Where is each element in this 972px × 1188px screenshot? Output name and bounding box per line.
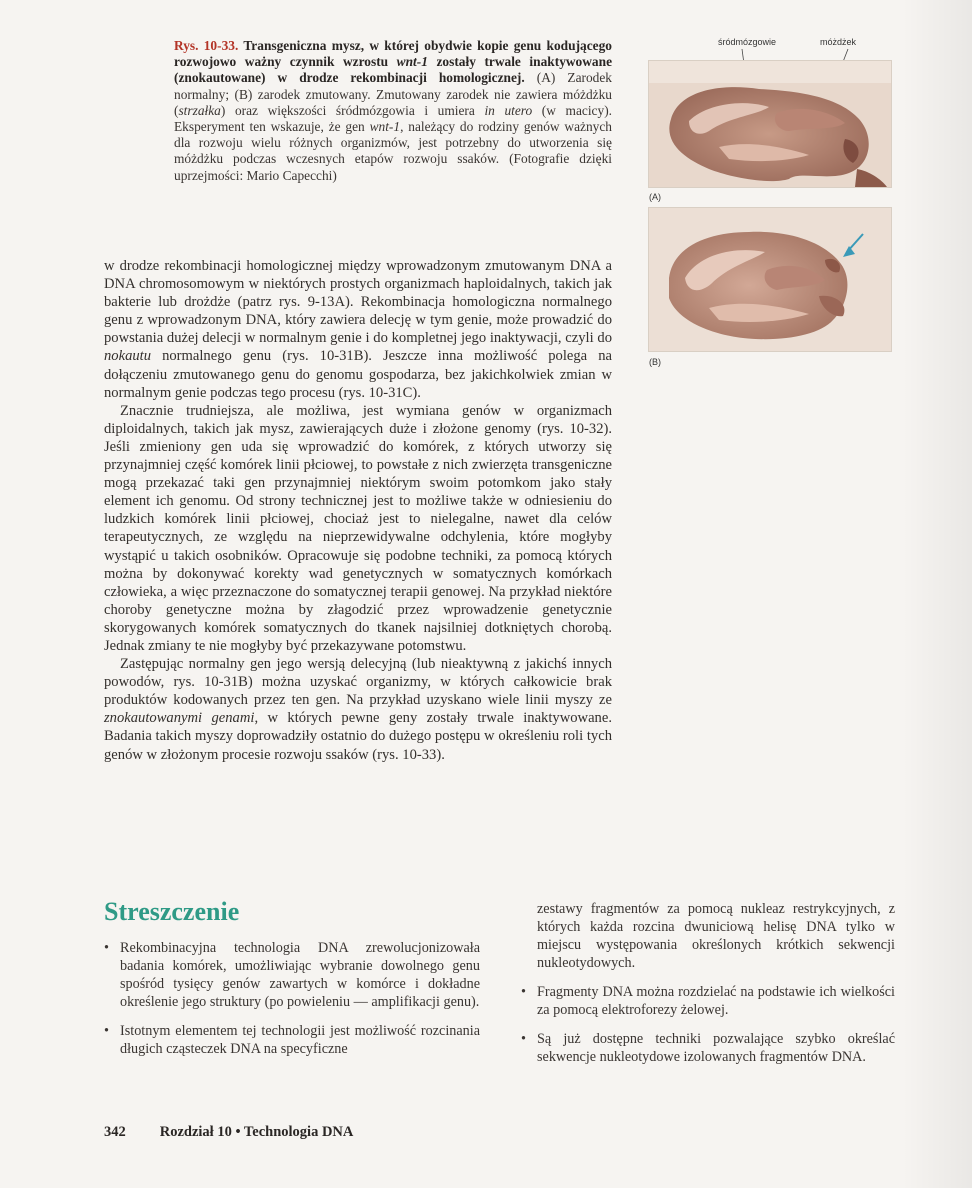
summary-left-column (104, 939, 480, 1069)
summary-item-continuation: zestawy fragmentów za pomocą nukleaz restrykcyjnych, z których każda rozcina dwuniciową helisę DNA tylko w miejscu występowania określonych krótkich sekwencji nukleotydowych. (537, 901, 895, 971)
chapter-label: Rozdział 10 (159, 1124, 232, 1140)
page-footer (104, 1124, 353, 1141)
chapter-title: Technologia DNA (243, 1124, 354, 1140)
panel-b-image (648, 207, 892, 352)
term-knockout: nokautu (104, 348, 152, 365)
paragraph-3: Zastępując normalny gen jego wersją delecyjną (lub nieaktywną z jakichś innych powodów, rys. 10-31B) można uzyskać organizmy, w których całkowicie brak produktów kodowanych przez ten gen. Na przykład uzyskano wiele linii myszy ze znokautowanymi genami, w których pewne geny zostały trwale inaktywowane. Badania takich myszy doprowadziły ostatnio do dużego postępu w określeniu roli tych genów w złożonym procesie rozwoju ssaków (rys. 10-33). (104, 656, 612, 763)
caption-text: (A) Zarodek normalny; (B) zarodek zmutowany. Zmutowany zarodek nie zawiera móżdżku ( (174, 70, 612, 118)
summary-item: • Są już dostępne techniki pozwalające szybko określać sekwencje nukleotydowe izolowanych fragmentów DNA. (521, 1031, 895, 1065)
caption-in-utero: in utero (484, 102, 533, 118)
panel-a-label: (A) (649, 192, 661, 202)
summary-title: Streszczenie (104, 897, 240, 926)
mutant-embryo-section (649, 208, 891, 351)
figure-caption: Rys. 10-33. Transgeniczna mysz, w której obydwie kopie genu kodującego rozwojowo ważny czynnik wzrostu wnt-1 zostały trwale inaktywowane (znokautowane) w drodze rekombinacji homologicznej. (A) Zarodek normalny; (B) zarodek zmutowany. Zmutowany zarodek nie zawiera móżdżku (strzałka) oraz większości śródmózgowia i umiera in utero (w macicy). Eksperyment ten wskazuje, że gen wnt-1, należący do rodziny genów ważnych dla rozwoju wielu różnych organizmów, jest potrzebny do utworzenia się móżdżku podczas wczesnych etapów rozwoju ssaków. (Fotografie dzięki uprzejmości: Mario Capecchi) (174, 38, 613, 183)
body-text (104, 257, 612, 764)
label-midbrain: śródmózgowie (718, 37, 777, 47)
caption-arrow-word: strzałka (178, 102, 221, 118)
footer-separator: • (235, 1124, 241, 1140)
figure-number: Rys. 10-33. (174, 38, 239, 53)
caption-gene: wnt-1 (369, 119, 401, 135)
panel-b-label: (B) (649, 357, 661, 367)
caption-title: Transgeniczna mysz, w której obydwie kopie genu kodującego rozwojowo ważny czynnik wzrostu wnt-1 zostały trwale inaktywowane (znokautowane) w drodze rekombinacji homologicznej. (174, 38, 613, 86)
paragraph-1: w drodze rekombinacji homologicznej między wprowadzonym zmutowanym DNA a DNA chromosomowym w niektórych prostych organizmach haploidalnych, takich jak bakterie lub drożdże (patrz rys. 9-13A). Rekombinacja homologiczna normalnego genu z wprowadzonym DNA, który zawiera delecję w tym genie, może prowadzić do powstania dużej delecji w normalnym genie i do kompletnej jego inaktywacji, czyli do nokautu normalnego genu (rys. 10-31B). Jeszcze inna możliwość polega na dołączeniu zmutowanego genu do genomu gospodarza, bez jakichkolwiek zmian w normalnym genie podczas tego procesu (rys. 10-31C). (104, 258, 612, 401)
paragraph-2: Znacznie trudniejsza, ale możliwa, jest wymiana genów w organizmach diploidalnych, takich jak mysz, zawierających duże i złożone genomy (rys. 10-32). Jeśli zmieniony gen uda się wprowadzić do komórek, z których utworzy się przynajmniej część komórek linii płciowej, to powstałe z nich zwierzęta transgeniczne mogą przekazać taki gen przynajmniej niektórym swoim potomkom jako stały element ich genomu. Od strony technicznej jest to możliwe także w odniesieniu do ludzkich komórek linii płciowej, chociaż jest to nielegalne, nawet dla celów terapeutycznych, ze względu na nieprzewidywalne odchylenia, które mogłyby wystąpić u takich osobników. Opracowuje się podobne techniki, za pomocą których można by dokonywać korekty wad genetycznych w somatycznych komórkach człowieka, a więc przeznaczone do somatycznej terapii genowej. Na przykład niektóre choroby genetyczne można by złagodzić przez wprowadzenie genetycznie skorygowanych komórek somatycznych do tkanek najsilniej dotkniętych chorobą. Jednak zmiany te nie mogłyby być przekazywane potomstwu. (104, 402, 612, 654)
page-number: 342 (104, 1124, 126, 1140)
label-cerebellum: móżdżek (820, 37, 857, 47)
summary-right-column (521, 900, 895, 1077)
summary-item: • Rekombinacyjna technologia DNA zrewolucjonizowała badania komórek, umożliwiając wybranie dowolnego genu spośród tysięcy genów zawartych w komórce i dokładne określenie jego struktury (po powieleniu — amplifikacji genu). (104, 940, 480, 1010)
page-edge-shadow (902, 0, 972, 1188)
summary-item: • Fragmenty DNA można rozdzielać na podstawie ich wielkości za pomocą elektroforezy żelowej. (521, 984, 895, 1018)
normal-embryo-section (649, 61, 891, 187)
term-knocked-out-genes: znokautowanymi genami (104, 710, 255, 727)
panel-a-image (648, 60, 892, 188)
summary-item: • Istotnym elementem tej technologii jest możliwość rozcinania długich cząsteczek DNA na specyficzne (104, 1023, 480, 1057)
